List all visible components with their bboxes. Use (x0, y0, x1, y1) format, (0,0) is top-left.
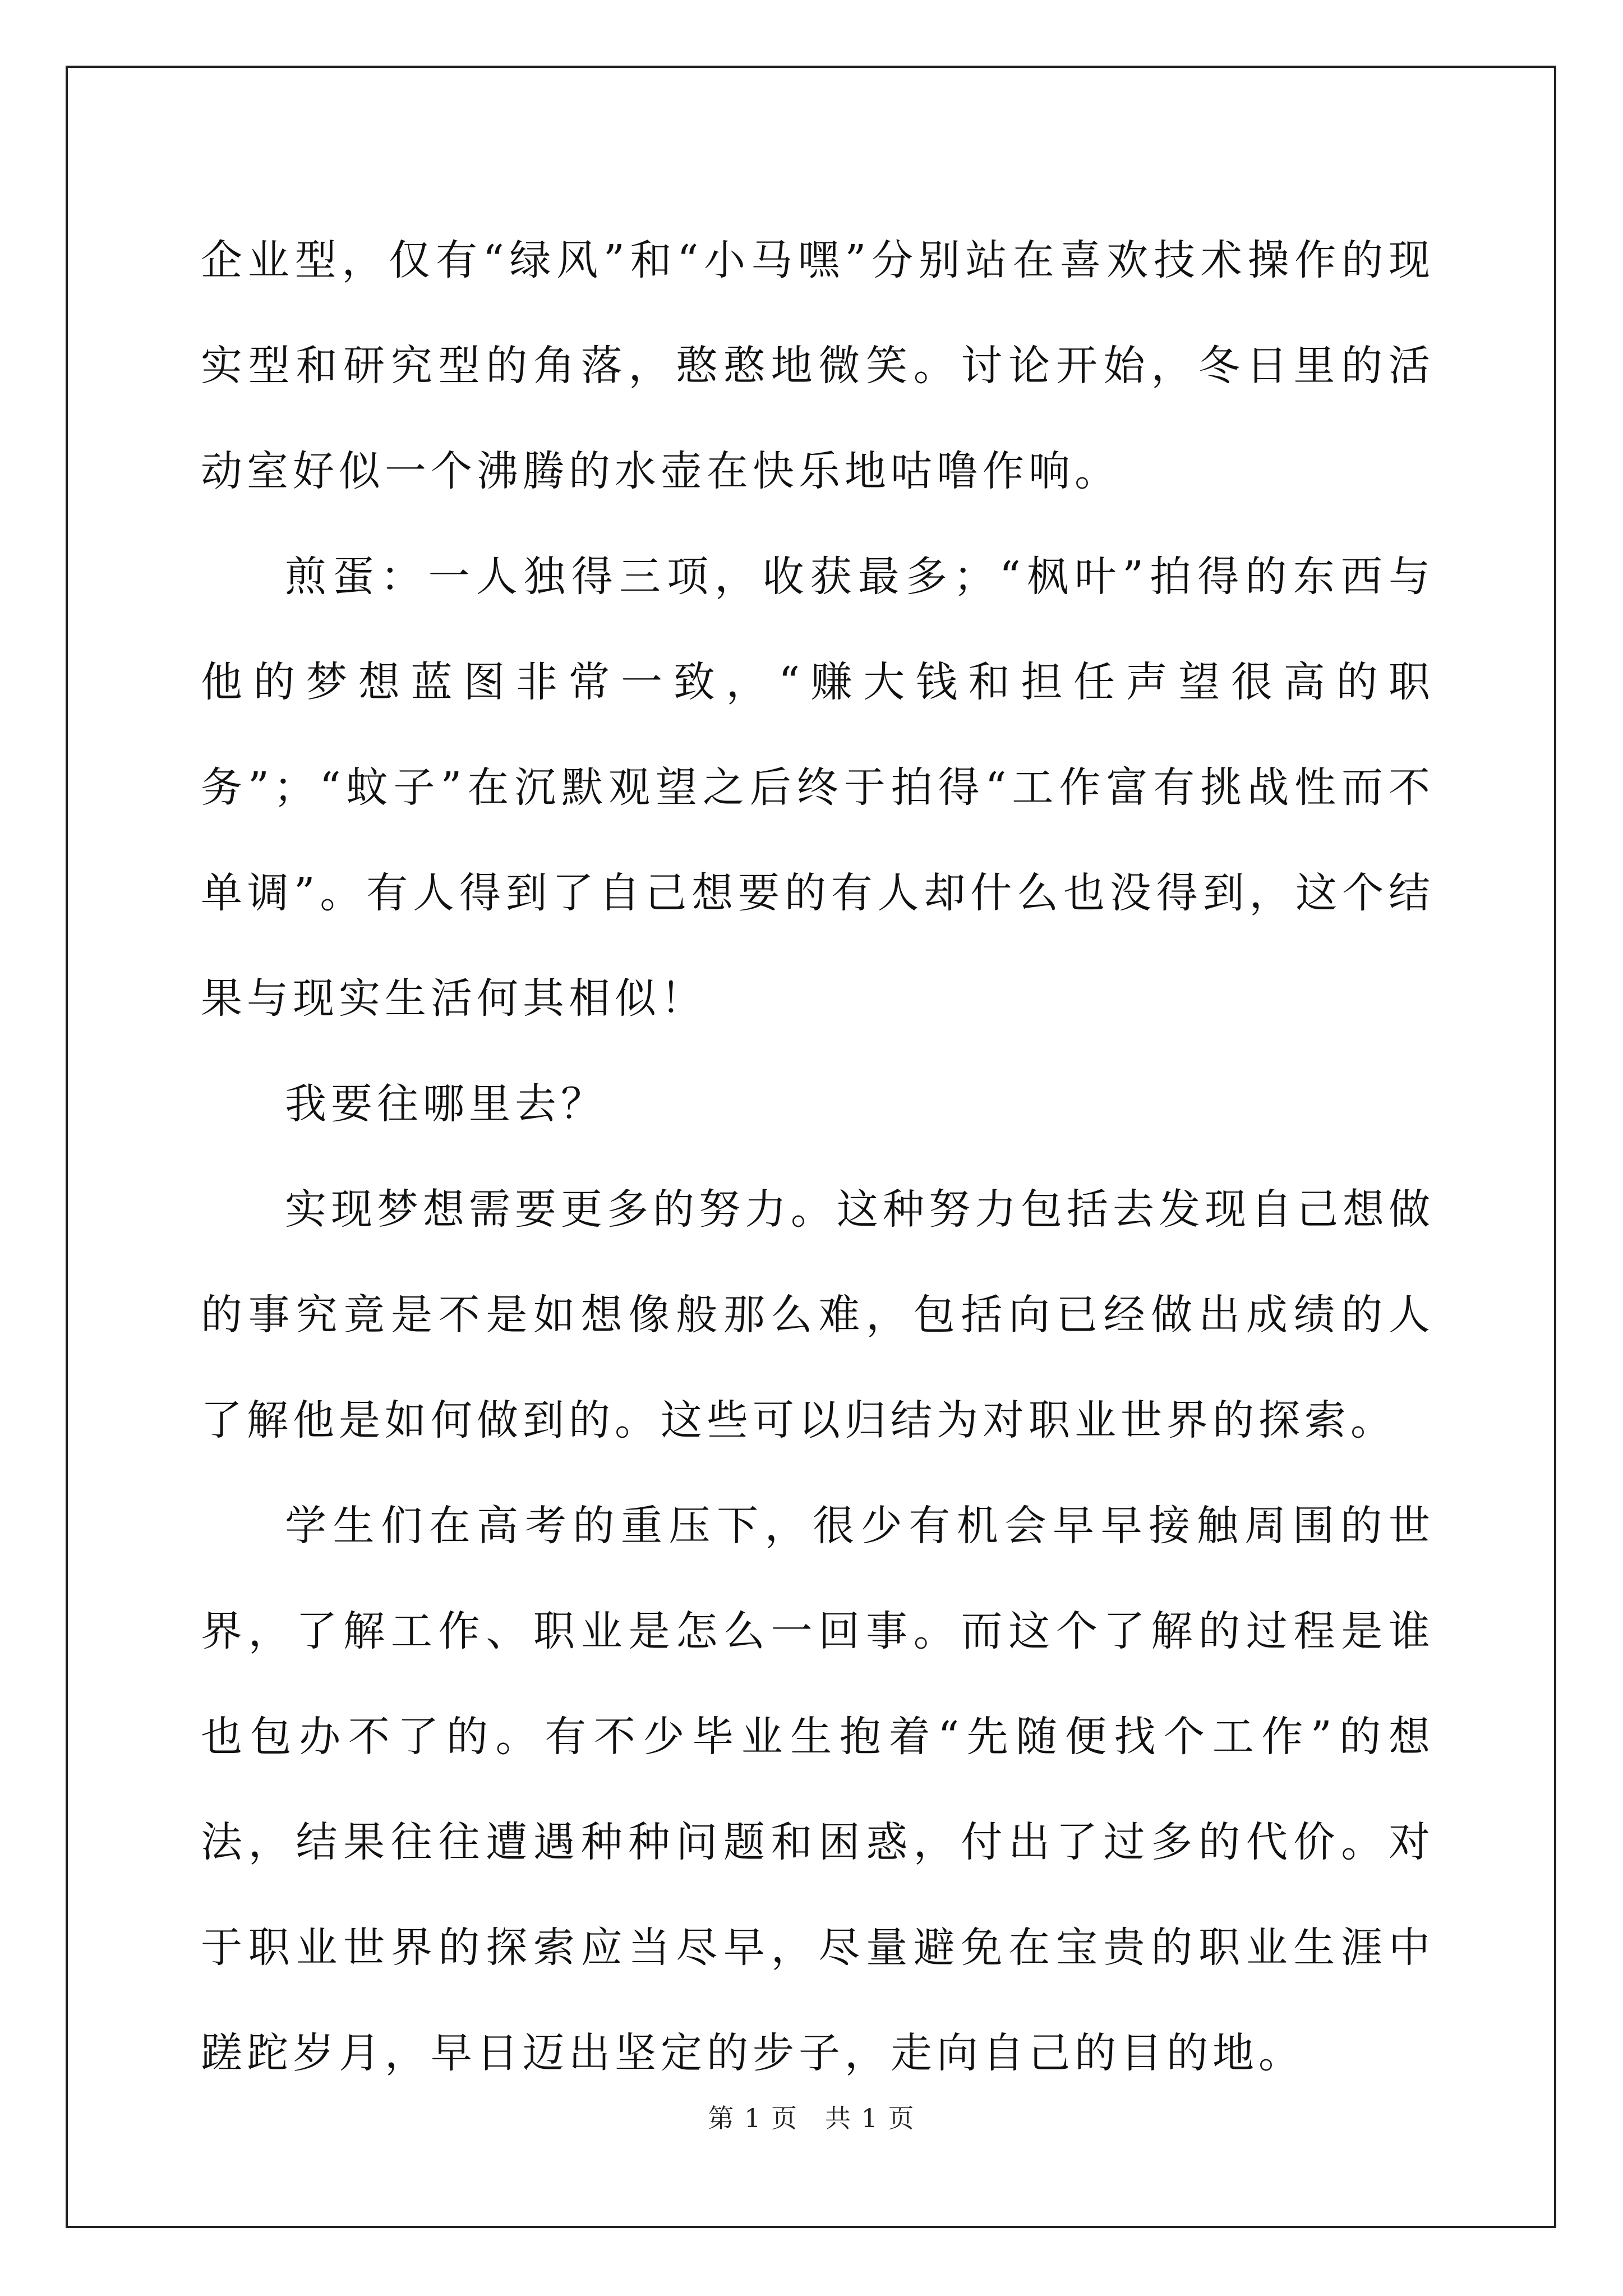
paragraph-1: 企业型，仅有“绿风”和“小马嘿”分别站在喜欢技术操作的现实型和研究型的角落，憨憨地微笑。讨论开始，冬日里的活动室好似一个沸腾的水壶在快乐地咕噜作响。 (201, 236, 1435, 495)
page-number-footer: 第 1 页 共 1 页 (708, 2103, 915, 2133)
paragraph-4: 实现梦想需要更多的努力。这种努力包括去发现自己想做的事究竟是不是如想像般那么难，包括向已经做出成绩的人了解他是如何做到的。这些可以归结为对职业世界的探索。 (201, 1185, 1435, 1444)
document-body (201, 208, 1435, 2106)
paragraph-3: 我要往哪里去？ (285, 1080, 607, 1128)
paragraph-2: 煎蛋：一人独得三项，收获最多；“枫叶”拍得的东西与他的梦想蓝图非常一致，“赚大钱和担任声望很高的职务”；“蚊子”在沉默观望之后终于拍得“工作富有挑战性而不单调”。有人得到了自己想要的有人却什么也没得到，这个结果与现实生活何其相似！ (201, 553, 1435, 1023)
paragraph-5: 学生们在高考的重压下，很少有机会早早接触周围的世界，了解工作、职业是怎么一回事。而这个了解的过程是谁也包办不了的。有不少毕业生抱着“先随便找个工作”的想法，结果往往遭遇种种问题和困惑，付出了过多的代价。对于职业世界的探索应当尽早，尽量避免在宝贵的职业生涯中蹉跎岁月，早日迈出坚定的步子，走向自己的目的地。 (201, 1502, 1435, 2077)
